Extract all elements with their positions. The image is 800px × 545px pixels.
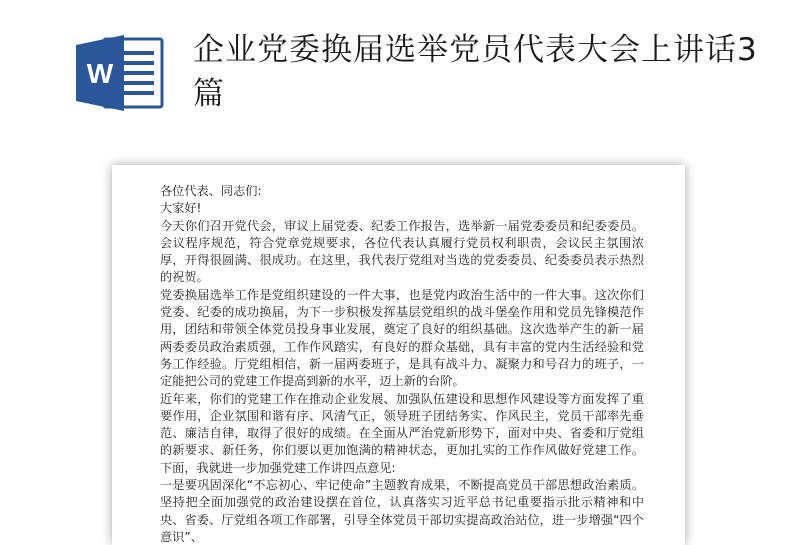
word-document-icon [74, 33, 166, 113]
paragraph: 近年来，你们的党建工作在推动企业发展、加强队伍建设和思想作风建设等方面发挥了重要作用，企业氛围和谐有序、风清气正，领导班子团结务实、作风民主，党员干部率先垂范、廉洁自律，取得了很好的成绩。在全面从严治党新形势下，面对中央、省委和厅党组的新要求、新任务，你们要以更加饱满的精神状态，更加扎实的工作作风做好党建工作。下面，我就进一步加强党建工作讲四点意见: [160, 391, 644, 475]
salutation: 各位代表、同志们: [160, 184, 262, 198]
document-page [112, 165, 685, 545]
paragraph: 党委换届选举工作是党组织建设的一件大事，也是党内政治生活中的一件大事。这次你们党委、纪委的成功换届，为下一步积极发挥基层党组织的战斗堡垒作用和党员先锋模范作用，团结和带领全体党员投身事业发展，奠定了良好的组织基础。这次选举产生的新一届两委委员政治素质强，工作作风踏实，有良好的群众基础，具有丰富的党内生活经验和党务工作经验。厅党组相信，新一届两委班子，是具有战斗力、凝聚力和号召力的班子，一定能把公司的党建工作提高到新的水平，迈上新的台阶。 [160, 287, 644, 389]
document-body [160, 183, 644, 545]
svg-text:W: W [86, 58, 114, 89]
page-title: 企业党委换届选举党员代表大会上讲话3篇 [193, 32, 758, 112]
paragraph: 今天你们召开党代会，审议上届党委、纪委工作报告，选举新一届党委委员和纪委委员。会议程序规范，符合党章党规要求，各位代表认真履行党员权利职责，会议民主氛围浓厚，开得很圆满、很成功。在这里，我代表厅党组对当选的党委委员、纪委委员表示热烈的祝贺。 [160, 218, 644, 285]
greeting: 大家好! [160, 201, 202, 216]
header [0, 0, 800, 160]
paragraph: 一是要巩固深化“不忘初心、牢记使命”主题教育成果，不断提高党员干部思想政治素质。坚持把全面加强党的政治建设摆在首位，认真落实习近平总书记重要指示批示精神和中央、省委、厅党组各项工作部署，引导全体党员干部切实提高政治站位，进一步增强“四个意识”、 [160, 478, 644, 544]
